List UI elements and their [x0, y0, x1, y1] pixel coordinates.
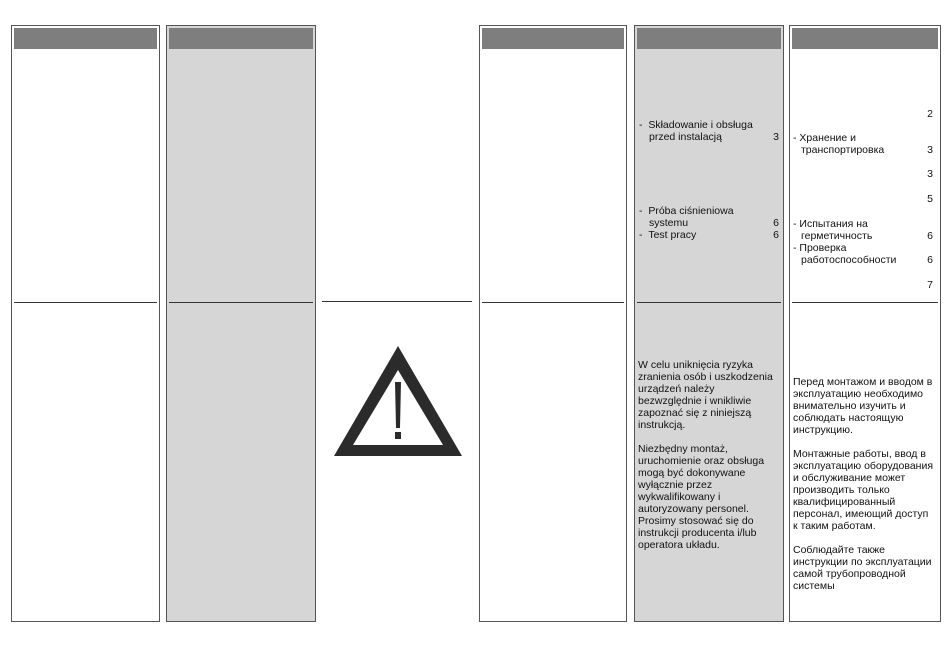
toc-item: - Test pracy	[639, 229, 697, 241]
toc-page-number: 7	[927, 279, 933, 291]
page-column-1	[11, 25, 160, 622]
toc-item: - Składowanie i obsługa	[639, 119, 753, 131]
toc-item: - Испытания на	[793, 218, 868, 230]
column-header-bar	[637, 28, 781, 49]
polish-safety-text	[638, 359, 778, 563]
russian-safety-text	[793, 376, 935, 604]
paragraph: Перед монтажом и вводом в эксплуатацию необходимо внимательно изучить и соблюдать настоящую инструкцию.	[793, 376, 933, 436]
toc-item-cont: работоспособности	[801, 254, 897, 266]
page-column-4	[479, 25, 627, 622]
column-divider	[14, 302, 157, 303]
russian-column	[789, 25, 941, 622]
toc-page-number: 6	[927, 230, 933, 242]
column-header-bar	[482, 28, 624, 49]
paragraph: Монтажные работы, ввод в эксплуатацию оборудования и обслуживание может производить только квалифицированный персонал, имеющий доступ к таким работам.	[793, 448, 934, 532]
toc-item-cont: przed instalacją	[649, 131, 722, 143]
polish-column	[634, 25, 784, 622]
toc-page-number: 3	[927, 144, 933, 156]
toc-item: - Próba ciśnieniowa	[639, 205, 734, 217]
toc-page-number: 5	[927, 193, 933, 205]
toc-item: - Проверка	[793, 242, 847, 254]
toc-item-cont: герметичность	[801, 230, 873, 242]
toc-item-cont: транспортировка	[801, 144, 885, 156]
paragraph: W celu uniknięcia ryzyka zranienia osób i uszkodzenia urządzeń należy bezwzględnie i wnikliwie zapoznać się z niniejszą instrukcją.	[638, 359, 773, 431]
column-divider	[169, 302, 313, 303]
toc-item: - Хранение и	[793, 132, 857, 144]
toc-page-number: 6	[773, 217, 779, 229]
toc-page-number: 6	[773, 229, 779, 241]
column-header-bar	[792, 28, 938, 49]
toc-page-number: 6	[927, 254, 933, 266]
column-header-bar	[169, 28, 313, 49]
paragraph: Niezbędny montaż, uruchomienie oraz obsługa mogą być dokonywane wyłącznie przez wykwalifikowany i autoryzowany personel. Prosimy stosować się do instrukcji producenta i/lub operatora układu.	[638, 443, 765, 551]
column-divider	[322, 301, 472, 302]
paragraph: Соблюдайте также инструкции по эксплуатации самой трубопроводной системы	[793, 544, 932, 592]
column-divider	[482, 302, 624, 303]
toc-page-number: 3	[927, 168, 933, 180]
column-divider	[792, 302, 938, 303]
page-column-2	[166, 25, 316, 622]
toc-page-number: 3	[773, 131, 779, 143]
warning-triangle-icon	[332, 344, 464, 458]
toc-page-number: 2	[927, 108, 933, 120]
column-header-bar	[14, 28, 157, 49]
column-divider	[637, 302, 781, 303]
toc-item-cont: systemu	[649, 217, 689, 229]
